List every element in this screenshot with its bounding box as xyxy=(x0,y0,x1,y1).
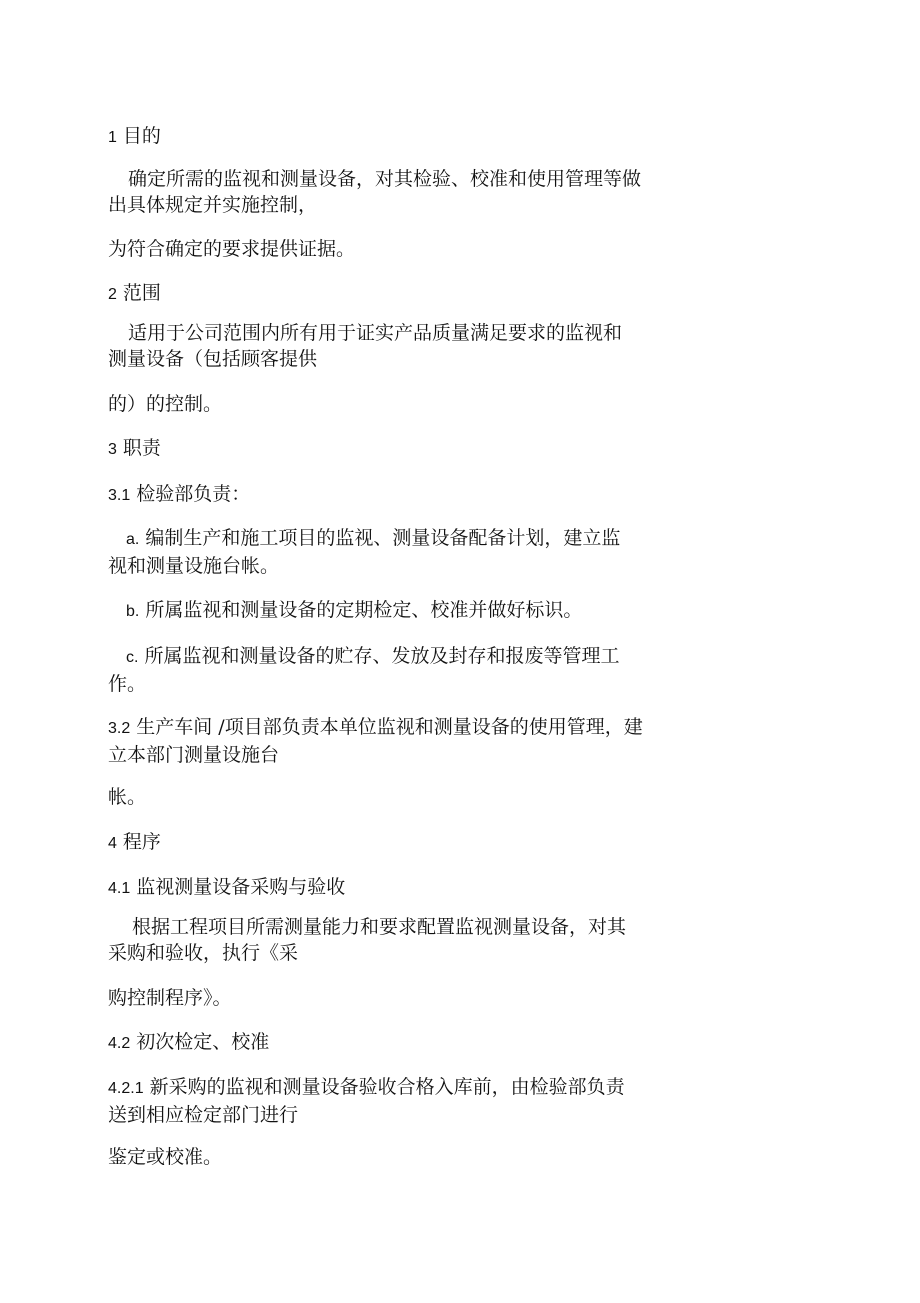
heading-4-2 xyxy=(108,1029,698,1057)
paragraph-line: 为符合确定的要求提供证据。 xyxy=(108,238,356,260)
paragraph-4-2-1-cont xyxy=(108,1144,698,1170)
heading-text: 程序 xyxy=(122,831,161,853)
paragraph-text: 生产车间 /项目部负责本单位监视和测量设备的使用管理，建 xyxy=(136,716,643,738)
heading-number: 4 xyxy=(108,835,117,852)
paragraph-line: 送到相应检定部门进行 xyxy=(108,1104,299,1126)
list-marker: a. xyxy=(126,531,140,548)
paragraph-purpose xyxy=(108,166,698,218)
list-marker: c. xyxy=(126,649,139,666)
paragraph-line: 采购和验收，执行《采 xyxy=(108,942,299,964)
paragraph-line: 测量设备（包括顾客提供 xyxy=(108,348,318,370)
paragraph-line: 适用于公司范围内所有用于证实产品质量满足要求的监视和 xyxy=(128,322,623,344)
heading-4-1 xyxy=(108,874,698,902)
heading-number: 3.2 xyxy=(108,720,131,737)
heading-1 xyxy=(108,123,698,151)
paragraph-text: 新采购的监视和测量设备验收合格入库前，由检验部负责 xyxy=(149,1076,625,1098)
heading-number: 4.2.1 xyxy=(108,1080,144,1097)
list-item-a xyxy=(108,525,698,579)
paragraph-line: 帐。 xyxy=(108,786,147,808)
paragraph-line: 根据工程项目所需测量能力和要求配置监视测量设备，对其 xyxy=(132,916,627,938)
paragraph-scope xyxy=(108,320,698,372)
heading-number: 3 xyxy=(108,441,117,458)
paragraph-3-2-cont xyxy=(108,784,698,810)
paragraph-scope-cont xyxy=(108,391,698,417)
paragraph-line: 鉴定或校准。 xyxy=(108,1146,223,1168)
heading-number: 3.1 xyxy=(108,487,131,504)
paragraph-line: 立本部门测量设施台 xyxy=(108,744,280,766)
list-marker: b. xyxy=(126,603,140,620)
heading-text: 职责 xyxy=(122,437,161,459)
paragraph-line: 确定所需的监视和测量设备，对其检验、校准和使用管理等做 xyxy=(128,168,642,190)
paragraph-line: 的）的控制。 xyxy=(108,393,223,415)
heading-3-1 xyxy=(108,481,698,509)
heading-2 xyxy=(108,280,698,308)
heading-3-2 xyxy=(108,714,698,768)
heading-number: 4.1 xyxy=(108,880,131,897)
paragraph-line: 出具体规定并实施控制， xyxy=(108,194,318,216)
list-item-b xyxy=(108,597,698,625)
heading-number: 1 xyxy=(108,129,117,146)
list-item-text: 视和测量设施台帐。 xyxy=(108,555,280,577)
list-item-c xyxy=(108,643,698,697)
list-item-text: 所属监视和测量设备的贮存、发放及封存和报废等管理工 xyxy=(144,645,620,667)
heading-text: 范围 xyxy=(122,282,161,304)
list-item-text: 编制生产和施工项目的监视、测量设备配备计划，建立监 xyxy=(145,527,621,549)
paragraph-4-1 xyxy=(108,914,698,966)
heading-number: 2 xyxy=(108,286,117,303)
heading-text: 检验部负责： xyxy=(136,483,251,505)
heading-3 xyxy=(108,435,698,463)
heading-text: 目的 xyxy=(122,125,161,147)
heading-text: 监视测量设备采购与验收 xyxy=(136,876,346,898)
paragraph-4-1-cont xyxy=(108,985,698,1011)
paragraph-4-2-1 xyxy=(108,1074,698,1128)
heading-number: 4.2 xyxy=(108,1035,131,1052)
list-item-text: 作。 xyxy=(108,673,147,695)
paragraph-purpose-cont xyxy=(108,236,698,262)
heading-4 xyxy=(108,829,698,857)
list-item-text: 所属监视和测量设备的定期检定、校准并做好标识。 xyxy=(145,599,583,621)
paragraph-line: 购控制程序》。 xyxy=(108,987,232,1009)
heading-text: 初次检定、校准 xyxy=(136,1031,270,1053)
